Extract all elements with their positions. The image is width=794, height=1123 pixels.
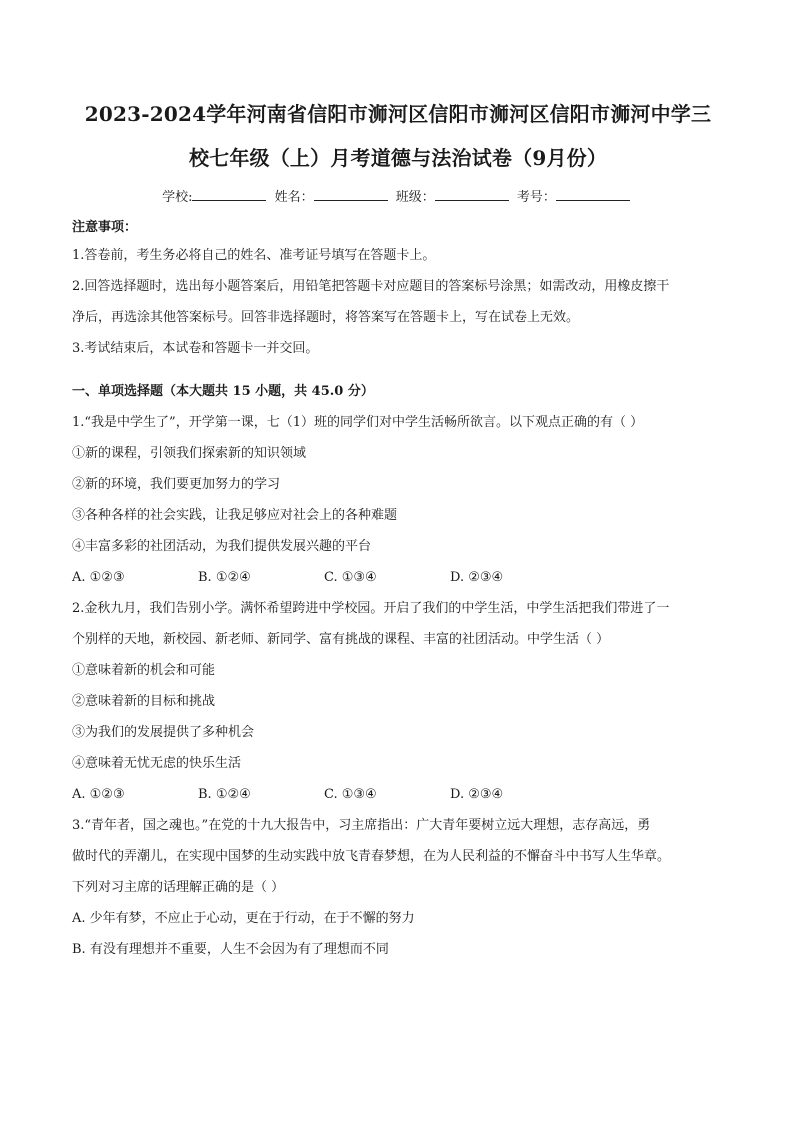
exam-paper (72, 92, 724, 965)
class-label: 班级： (395, 190, 435, 205)
option-b: B. ①②④ (198, 787, 251, 802)
section-title: 一、单项选择题（本大题共 15 小题，共 45.0 分） (72, 384, 374, 399)
question-1-stem: 1.“我是中学生了”，开学第一课，七（1）班的同学们对中学生活畅所欲言。以下观点正确的有（ ） (72, 415, 644, 430)
number-label: 考号： (516, 190, 556, 205)
option-b: B. ①②④ (198, 570, 251, 585)
notice-item: 1.答卷前，考生务必将自己的姓名、准考证号填写在答题卡上。 (72, 248, 436, 263)
question-3-stem: 下列对习主席的话理解正确的是（ ） (72, 880, 285, 895)
option-d: D. ②③④ (450, 570, 504, 585)
option-c: C. ①③④ (324, 570, 377, 585)
question-2-stem: 2.金秋九月，我们告别小学。满怀希望跨进中学校园。开启了我们的中学生活，中学生活把我们带进了一 (72, 601, 670, 616)
question-2-item: ①意味着新的机会和可能 (72, 663, 216, 678)
class-blank (435, 188, 509, 201)
notice-item: 2.回答选择题时，选出每小题答案后，用铅笔把答题卡对应题目的答案标号涂黑；如需改动，用橡皮擦干 (72, 279, 670, 294)
exam-title-line-1: 2023-2024学年河南省信阳市浉河区信阳市浉河区信阳市浉河中学三 (84, 102, 712, 126)
question-2-options (72, 779, 724, 810)
question-2-item: ③为我们的发展提供了多种机会 (72, 725, 255, 740)
question-1-item: ③各种各样的社会实践，让我足够应对社会上的各种难题 (72, 508, 398, 523)
question-3-option-a: A. 少年有梦，不应止于心动，更在于行动，在于不懈的努力 (72, 911, 415, 926)
question-3-stem: 做时代的弄潮儿，在实现中国梦的生动实践中放飞青春梦想，在为人民利益的不懈奋斗中书写人生华章。 (72, 849, 671, 864)
exam-title-line-2: 校七年级（上）月考道德与法治试卷（9月份） (188, 146, 608, 170)
notice-item: 净后，再选涂其他答案标号。回答非选择题时，将答案写在答题卡上，写在试卷上无效。 (72, 310, 580, 325)
name-blank (314, 188, 388, 201)
question-2-item: ②意味着新的目标和挑战 (72, 694, 216, 709)
question-1-options (72, 562, 724, 593)
number-blank (556, 188, 630, 201)
option-a: A. ①②③ (72, 570, 125, 585)
question-3-stem: 3.“青年者，国之魂也。”在党的十九大报告中，习主席指出：广大青年要树立远大理想，志存高远，勇 (72, 818, 651, 833)
notice-title: 注意事项： (72, 220, 138, 235)
student-info-line (72, 186, 724, 206)
option-d: D. ②③④ (450, 787, 504, 802)
notice-item: 3.考试结束后，本试卷和答题卡一并交回。 (72, 341, 319, 356)
question-1-item: ④丰富多彩的社团活动，为我们提供发展兴趣的平台 (72, 539, 372, 554)
question-2-item: ④意味着无忧无虑的快乐生活 (72, 756, 242, 771)
question-3-option-b: B. 有没有理想并不重要，人生不会因为有了理想而不同 (72, 942, 389, 957)
name-label: 姓名： (274, 190, 314, 205)
option-c: C. ①③④ (324, 787, 377, 802)
school-blank (192, 188, 266, 201)
question-1-item: ①新的课程，引领我们探索新的知识领域 (72, 446, 307, 461)
question-2-stem: 个别样的天地，新校园、新老师、新同学、富有挑战的课程、丰富的社团活动。中学生活（ ） (72, 632, 610, 647)
school-label: 学校: (162, 190, 193, 205)
option-a: A. ①②③ (72, 787, 125, 802)
question-1-item: ②新的环境，我们要更加努力的学习 (72, 477, 281, 492)
